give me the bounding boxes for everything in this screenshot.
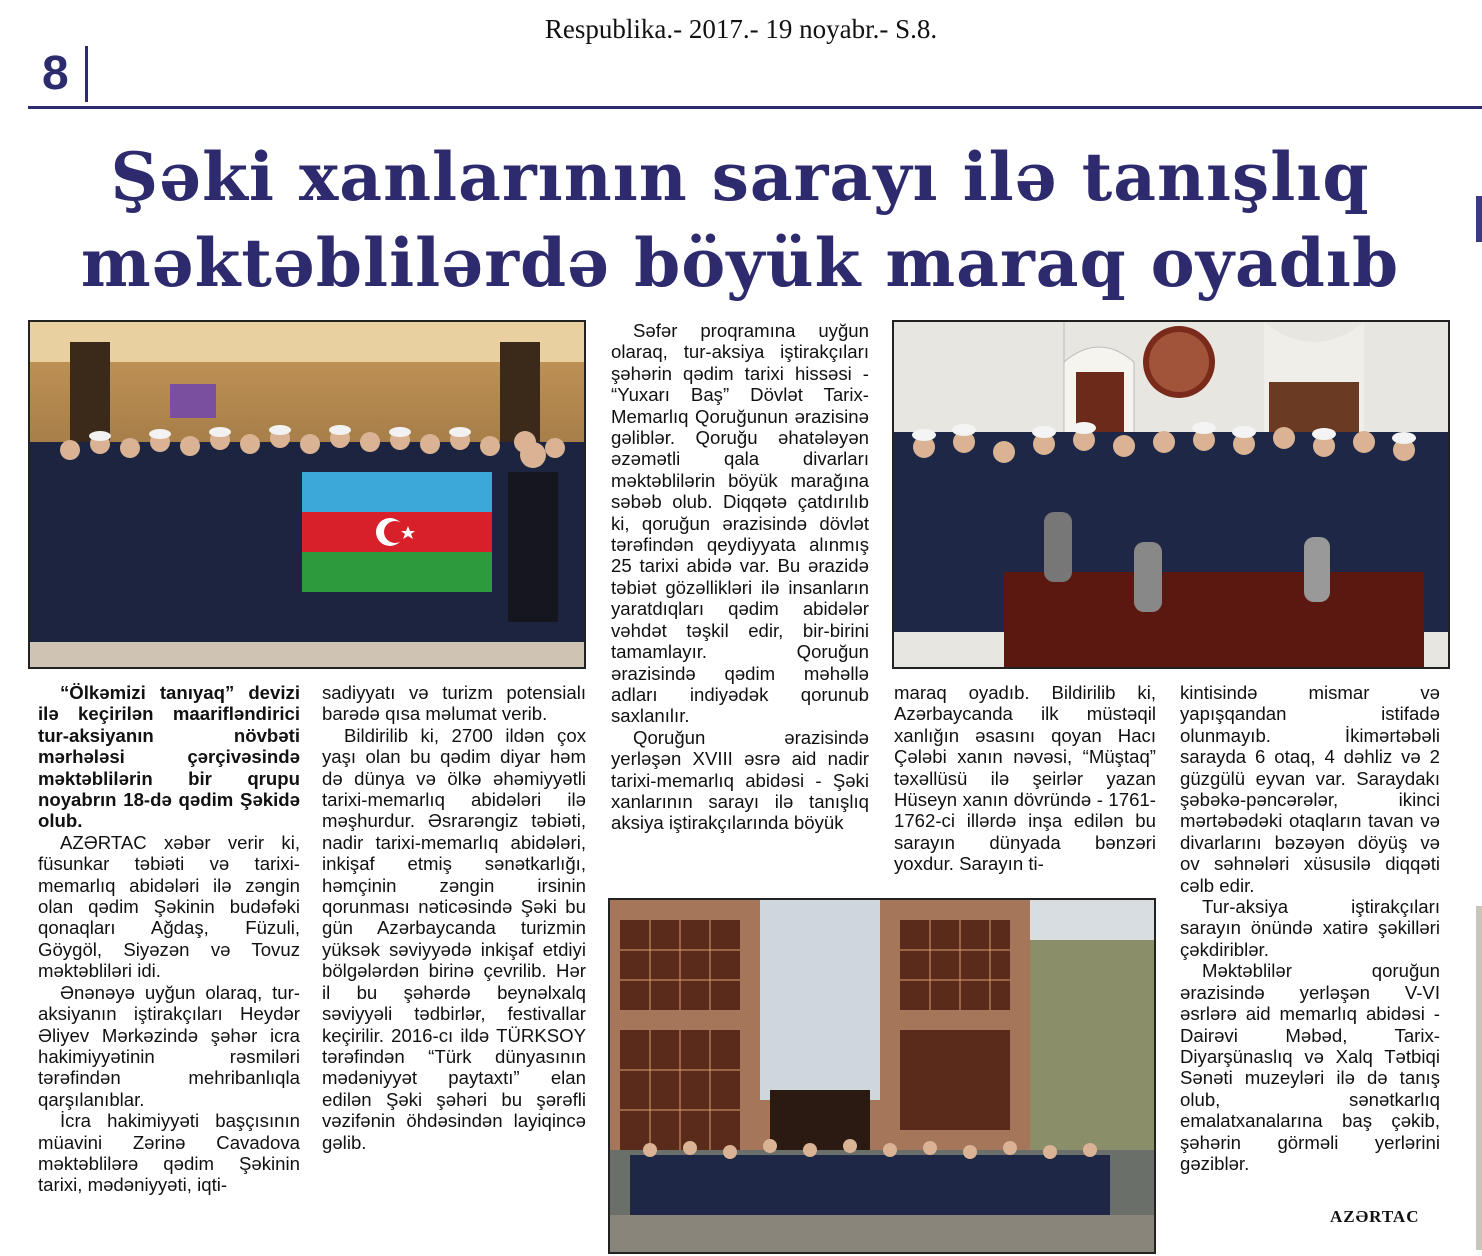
article-column-5 [1180,682,1440,1174]
article-column-4 [894,682,1156,875]
adjacent-page-edge-lower [1476,906,1482,1250]
article-column-3 [611,320,869,834]
photo-group-with-flag [28,320,586,669]
article-paragraph: Ənənəyə uyğun olaraq, tur-aksiyanın iştirakçıları Heydər Əliyev Mərkəzində şəhər icra hakimiyyətinin rəsmiləri tərəfindən mehribanlıqla qarşılanıblar. [38,981,300,1110]
photo-museum-interior-image [894,322,1448,667]
source-citation: Respublika.- 2017.- 19 noyabr.- S.8. [544,14,938,44]
article-paragraph: Bildirilib ki, 2700 ildən çox yaşı olan bu qədim diyar həm də dünya və ölkə əhəmiyyətli tarixi-memarlıq abidələri ilə məşhurdur. Əsrarəngiz təbiəti, nadir tarixi-memarlıq abidələri, inkişaf etmiş sənətkarlığı, həmçinin zəngin irsinin qorunması nəticəsində Şəki bu gün Azərbaycanda turizmin yüksək səviyyədə inkişaf etdiyi bölgələrdən birinə çevrilib. Hər il bu şəhərdə beynəlxalq səviyyəli tədbirlər, festivallar keçirilir. 2016-cı ildə TÜRKSOY tərəfindən “Türk dünyasının mədəniyyət paytaxtı” elan edilən Şəki şəhəri bu şərəfli vəzifənin öhdəsindən layiqincə gəlib. [322,724,586,1153]
header-rule [28,106,1482,109]
adjacent-page-edge [1476,196,1482,242]
photo-museum-interior [892,320,1450,669]
headline [40,134,1440,306]
page-number: 8 [36,46,88,102]
article-paragraph: İcra hakimiyyəti başçısının müavini Zərinə Cavadova məktəblilərə qədim Şəkinin tarixi, mədəniyyəti, iqti- [38,1110,300,1196]
photo-palace-exterior-image [610,900,1154,1252]
photo-group-with-flag-image [30,322,584,667]
article-paragraph: Qoruğun ərazisində yerləşən XVIII əsrə aid nadir tarixi-memarlıq abidəsi - Şəki xanlarının sarayı ilə tanışlıq aksiya iştirakçılarında böyük [611,726,869,834]
photo-palace-exterior [608,898,1156,1254]
article-signature: AZƏRTAC [1330,1207,1420,1226]
article-paragraph: Tur-aksiya iştirakçıları sarayın önündə xatirə şəkilləri çəkdiriblər. [1180,896,1440,960]
article-paragraph: kintisində mismar və yapışqandan istifadə olunmayıb. İkimərtəbəli sarayda 6 otaq, 4 dəhliz və 2 güzgülü eyvan var. Saraydakı şəbəkə-pəncərələr, ikinci mərtəbədəki otaqların tavan və divarlarını bəzəyən döyüş və ov səhnələri xüsusilə diqqəti cəlb edir. [1180,682,1440,896]
article-column-2 [322,682,586,1153]
article-paragraph: sadiyyatı və turizm potensialı barədə qısa məlumat verib. [322,682,586,725]
article-paragraph: AZƏRTAC xəbər verir ki, füsunkar təbiəti və tarixi-memarlıq abidələri ilə zəngin olan qədim Şəkinin budəfəki qonaqları Ağdaş, Füzuli, Göygöl, Siyəzən və Tovuz məktəbliləri idi. [38,831,300,982]
article-paragraph: Səfər proqramına uyğun olaraq, tur-aksiya iştirakçıları şəhərin qədim tarixi hissəsi - “Yuxarı Baş” Dövlət Tarix-Memarlıq Qoruğunun ərazisinə gəliblər. Qoruğu əhatələyən əzəmətli qala divarları məktəblilərin böyük marağına səbəb olub. Diqqətə çatdırılıb ki, qoruğun ərazisində dövlət tərəfindən qeydiyyata alınmış 25 tarixi abidə var. Bu ərazidə təbiət gözəllikləri ilə insanların yaratdıqları qədim abidələr vəhdət təşkil edir, bir-birini tamamlayır. Qoruğun ərazisində qədim məhəllə adları indiyədək qorunub saxlanılır. [611,320,869,727]
article-column-1 [38,682,300,1196]
headline-line-1: Şəki xanlarının sarayı ilə tanışlıq [110,138,1370,216]
article-paragraph: maraq oyadıb. Bildirilib ki, Azərbaycanda ilk müstəqil xanlığın əsasını qoyan Hacı Çələbi xanın nəvəsi, “Müştaq” təxəllüsü ilə şeirlər yazan Hüseyn xanın dövründə - 1761-1762-ci illərdə inşa edilən bu sarayın dünyada bənzəri yoxdur. Sarayın ti- [894,682,1156,875]
headline-line-2: məktəblilərdə böyük maraq oyadıb [80,224,1400,302]
article-paragraph: Məktəblilər qoruğun ərazisində yerləşən V-VI əsrlərə aid memarlıq abidəsi - Dairəvi Məbəd, Tarix-Diyarşünaslıq və Xalq Tətbiqi Sənəti muzeyləri ilə də tanış olub, sənətkarlıq emalatxanalarına baş çəkib, şəhərin görməli yerlərini gəziblər. [1180,960,1440,1174]
article-lead: “Ölkəmizi tanıyaq” devizi ilə keçirilən maarifləndirici tur-aksiyanın növbəti mərhələsi çərçivəsində məktəblilərin bir qrupu noyabrın 18-də qədim Şəkidə olub. [38,682,300,832]
